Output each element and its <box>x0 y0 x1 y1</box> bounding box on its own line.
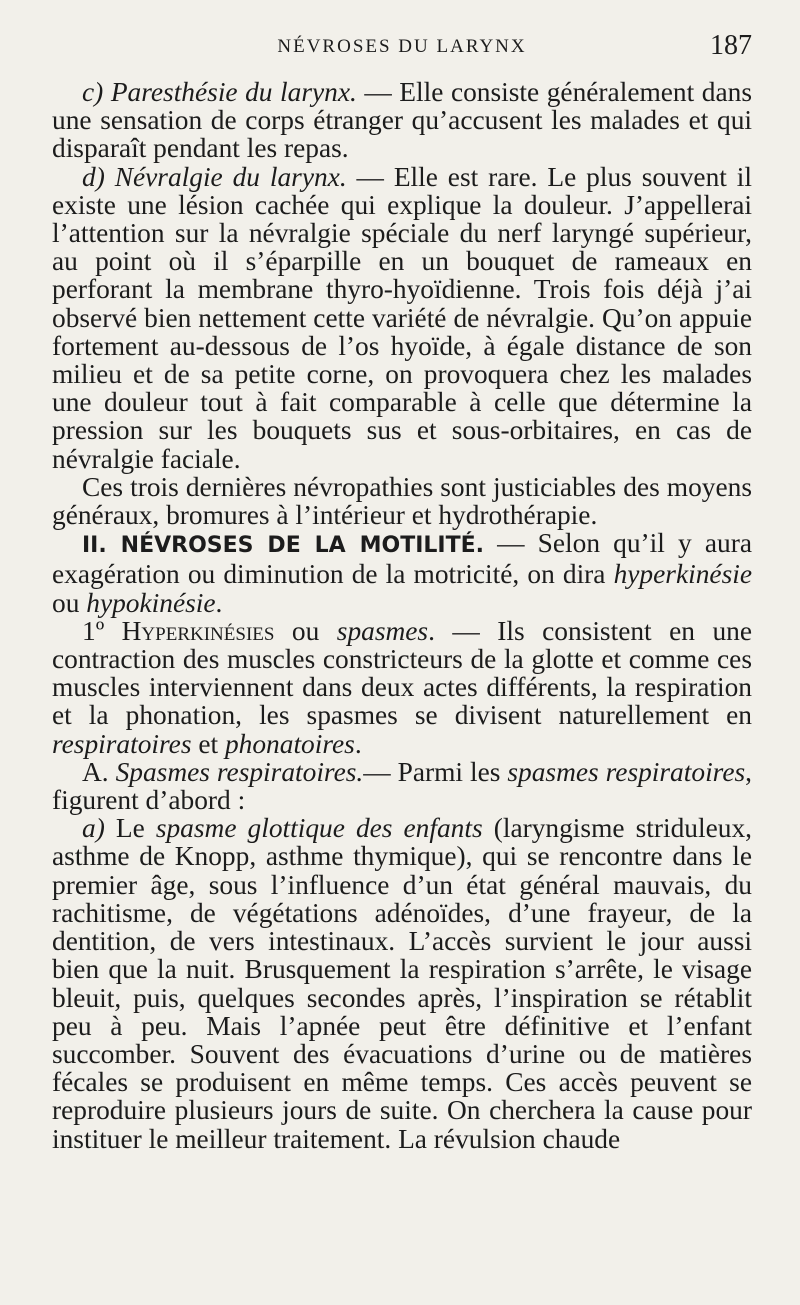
paragraph-text: — Elle est rare. Le plus souvent il existe une lésion cachée qui explique la douleur. J’appellerai l’attention sur la névralgie spéciale du nerf laryngé supérieur, au point où il s’éparpille en un bouquet de rameaux en perforant la membrane thyro-hyoïdienne. Trois fois déjà j’ai observé bien nettement cette variété de névralgie. Qu’on appuie fortement au-dessous de l’os hyoïde, à égale distance de son milieu et de sa petite corne, on provoquera chez les malades une douleur tout à fait comparable à celle que détermine la pression sur les bouquets sus et sous-orbitaires, en cas de névralgie faciale. <box>52 161 752 474</box>
paragraph-text: . <box>354 728 362 759</box>
paragraph-text: (laryngisme striduleux, asthme de Knopp, asthme thymique), qui se rencontre dans le premier âge, sous l’influence d’un état général mauvais, du rachitisme, de végétations adénoïdes, d’une frayeur, de la dentition, de vers intestinaux. L’accès survient le jour aussi bien que la nuit. Brusquement la respiration s’arrête, le visage bleuit, puis, quelques secondes après, l’inspiration se rétablit peu à peu. Mais l’apnée peut être définitive et l’enfant succomber. Souvent des évacuations d’urine ou de matières fécales se produisent en même temps. Ces accès peuvent se reproduire plusieurs jours de suite. On cherchera la cause pour instituer le meilleur traitement. La révulsion chaude <box>52 813 752 1154</box>
paragraph-text: — Elle consiste généralement dans une sensation de corps étranger qu’accusent les malades et qui disparaît pendant les repas. <box>52 77 752 164</box>
item-label: A. <box>82 756 116 787</box>
term: hyperkinésie <box>613 559 752 590</box>
section-title: Paresthésie du larynx. <box>110 77 357 107</box>
paragraph-text: Le <box>104 813 156 844</box>
paragraph-text: . <box>215 587 223 618</box>
paragraph-text: — Parmi les <box>363 756 508 787</box>
item-label: c) <box>82 77 104 107</box>
body-text <box>52 78 752 1153</box>
term: respiratoires <box>52 728 192 759</box>
running-title: NÉVROSES DU LARYNX <box>277 36 527 57</box>
term: hypokinésie <box>86 587 216 618</box>
section-title: Spasmes respiratoires. <box>115 756 364 787</box>
paragraph-glottic-spasm <box>52 814 752 1152</box>
paragraph-text: . — Ils consistent en une contraction des muscles constricteurs de la glotte et comme ces muscles interviennent dans deux actes différents, la respiration et la phonation, les spasmes se divisent naturellement en <box>52 615 752 731</box>
paragraph-hyperkinesia <box>52 617 752 758</box>
paragraph-text: , figurent d’abord : <box>52 756 752 816</box>
page-header <box>52 30 752 62</box>
item-label: d) <box>82 161 105 192</box>
paragraph-text: ou <box>274 615 337 646</box>
paragraph-motility <box>52 529 752 617</box>
item-number: 1º <box>82 615 122 646</box>
item-label: a) <box>82 813 105 844</box>
paragraph-paresthesia <box>52 78 752 163</box>
paragraph-respiratory-spasms <box>52 758 752 814</box>
paragraph-treatment <box>52 473 752 529</box>
section-heading: II. NÉVROSES DE LA MOTILITÉ. <box>82 533 485 559</box>
term: phonatoires <box>224 728 355 759</box>
section-title: Névralgie du larynx. <box>114 161 347 192</box>
term: spasme glottique des enfants <box>155 813 483 844</box>
paragraph-neuralgia <box>52 163 752 473</box>
small-caps-title: Hyperkinésies <box>121 615 275 646</box>
paragraph-text: Ces trois dernières névropathies sont justiciables des moyens généraux, bromures à l’intérieur et hydrothérapie. <box>52 471 752 531</box>
paragraph-text: et <box>191 728 225 759</box>
page-number: 187 <box>710 30 752 61</box>
paragraph-text: — Selon qu’il y aura exagération ou diminution de la motricité, on dira <box>52 528 752 590</box>
term: spasmes <box>336 615 429 646</box>
paragraph-text: ou <box>52 587 87 618</box>
term: spasmes respiratoires <box>507 756 746 787</box>
